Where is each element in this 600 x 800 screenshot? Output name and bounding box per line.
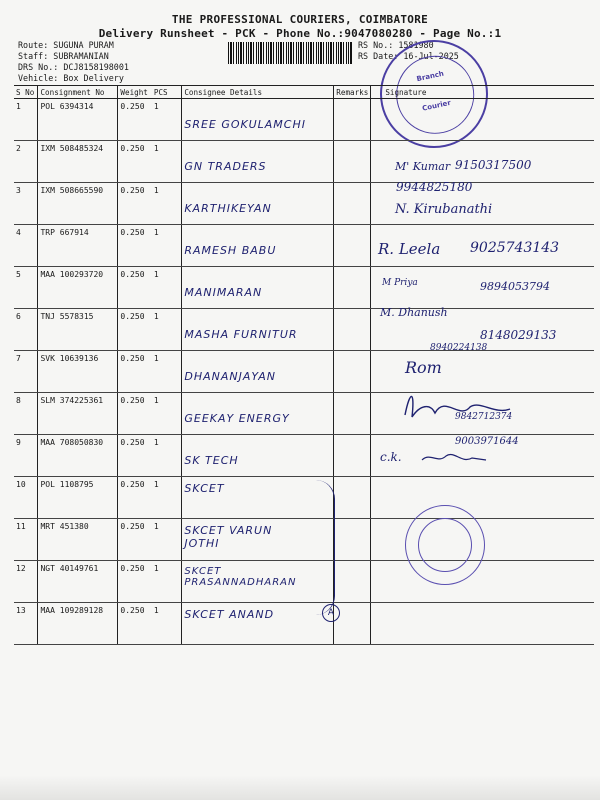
table-row: 8 SLM 374225361 0.250 1 GEEKAY ENERGY [14, 393, 594, 435]
signature-row7-phone: 8940224138 [430, 343, 488, 353]
col-weight: Weight [118, 86, 152, 99]
consignee-name: SKCET ANAND [184, 608, 275, 621]
consignee-name: SK TECH [184, 454, 239, 467]
rs-date: RS Date: 16-Jul-2025 [358, 51, 459, 61]
consignee-name: SREE GOKULAMCHI [184, 118, 306, 131]
vehicle-label: Vehicle: Box Delivery [18, 73, 124, 83]
circled-mark: A [322, 604, 340, 622]
signature-row4-phone: 9025743143 [470, 240, 560, 256]
table-row: 11 MRT 451380 0.250 1 SKCET VARUN JOTHI [14, 519, 594, 561]
scan-shadow [0, 775, 600, 800]
bracket-mark [316, 480, 335, 615]
table-row: 12 NGT 40149761 0.250 1 SKCET PRASANNADHARAN [14, 561, 594, 603]
signature-row3-phone: 9944825180 [396, 180, 473, 194]
signature-row6-phone: 8148029133 [480, 328, 557, 342]
table-row: 4 TRP 667914 0.250 1 RAMESH BABU [14, 225, 594, 267]
table-row: 6 TNJ 5578315 0.250 1 MASHA FURNITUR [14, 309, 594, 351]
consignee-name: SKCET VARUN JOTHI [184, 524, 273, 550]
bottom-stamp [405, 505, 485, 585]
consignee-name: MANIMARAN [184, 286, 263, 299]
col-consignment: Consignment No [38, 86, 118, 99]
col-remarks: Remarks [334, 86, 371, 99]
consignee-name: DHANANJAYAN [184, 370, 276, 383]
table-row: 13 MAA 109289128 0.250 1 SKCET ANAND [14, 603, 594, 645]
signature-row5-phone: 9894053794 [480, 280, 550, 293]
signature-row9-phone: 9003971644 [455, 436, 519, 447]
signature-row8-phone: 9842712374 [455, 412, 513, 422]
signature-row2-phone: 9150317500 [455, 158, 532, 172]
signature-row8-scribble [400, 385, 550, 425]
col-signature: Signature [371, 86, 594, 99]
branch-stamp: Branch Courier [370, 30, 498, 158]
table-row: 5 MAA 100293720 0.250 1 MANIMARAN [14, 267, 594, 309]
staff-label: Staff: SUBRAMANIAN [18, 51, 109, 61]
table-row: 2 IXM 508485324 0.250 1 GN TRADERS [14, 141, 594, 183]
col-sno: S No [14, 86, 38, 99]
consignee-name: GEEKAY ENERGY [184, 412, 290, 425]
consignee-name: RAMESH BABU [184, 244, 277, 257]
consignee-name: SKCET [184, 482, 225, 495]
route-label: Route: SUGUNA PURAM [18, 40, 114, 50]
runsheet-subtitle: Delivery Runsheet - PCK - Phone No.:9047080280 - Page No.:1 [98, 27, 502, 40]
consignee-name: SKCET PRASANNADHARAN [184, 566, 297, 588]
consignee-name: MASHA FURNITUR [184, 328, 298, 341]
col-pcs: PCS [152, 86, 182, 99]
table-header [14, 86, 594, 99]
signature-row9-name: c.k. [380, 450, 402, 464]
signature-row9-scribble [420, 448, 490, 468]
signature-row2-name: M' Kumar [395, 160, 451, 173]
col-consignee: Consignee Details [182, 86, 334, 99]
barcode [228, 42, 352, 64]
company-title: THE PROFESSIONAL COURIERS, COIMBATORE [171, 13, 429, 26]
signature-row5-name: M Priya [382, 278, 418, 288]
table-row: 7 SVK 10639136 0.250 1 DHANANJAYAN [14, 351, 594, 393]
signature-row6-name: M. Dhanush [380, 306, 448, 319]
signature-row3-name: N. Kirubanathi [395, 202, 493, 217]
table-row: 10 POL 1108795 0.250 1 SKCET [14, 477, 594, 519]
consignee-name: KARTHIKEYAN [184, 202, 272, 215]
drs-number: DRS No.: DCJ8158198001 [18, 62, 129, 72]
consignee-name: GN TRADERS [184, 160, 267, 173]
table-row: 9 MAA 708050830 0.250 1 SK TECH [14, 435, 594, 477]
signature-row4-name: R. Leela [378, 240, 441, 258]
table-row: 3 IXM 508665590 0.250 1 KARTHIKEYAN [14, 183, 594, 225]
rs-number: RS No.: 1581980 [358, 40, 434, 50]
table-row: 1 POL 6394314 0.250 1 SREE GOKULAMCHI [14, 99, 594, 141]
signature-row7-name: Rom [405, 358, 442, 377]
